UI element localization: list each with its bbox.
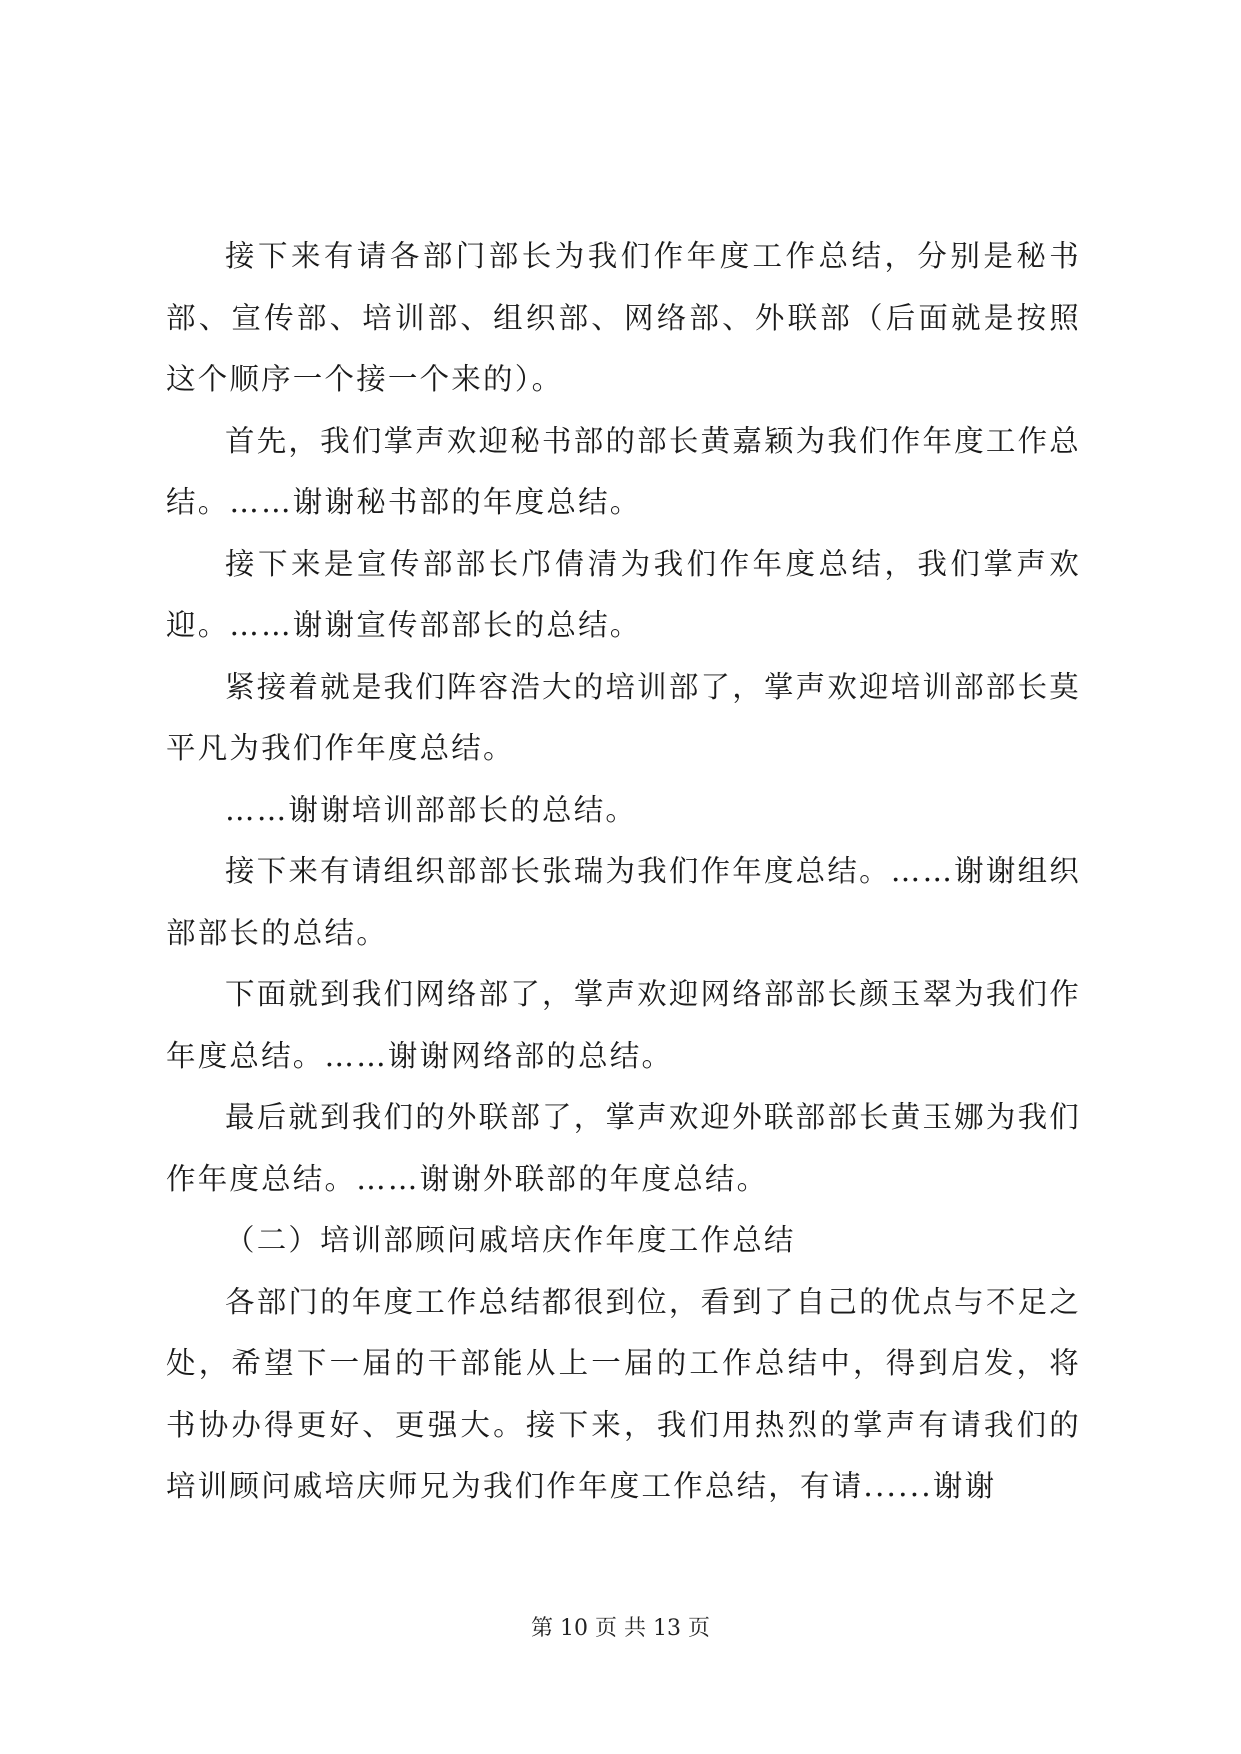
paragraph-secretariat: 首先，我们掌声欢迎秘书部的部长黄嘉颖为我们作年度工作总结。……谢谢秘书部的年度总结。 [166, 423, 1081, 519]
paragraph-publicity: 接下来是宣传部部长邝倩清为我们作年度总结，我们掌声欢迎。……谢谢宣传部部长的总结。 [166, 546, 1081, 642]
section-heading-advisor: （二）培训部顾问戚培庆作年度工作总结 [225, 1223, 796, 1257]
paragraph-external-relations: 最后就到我们的外联部了，掌声欢迎外联部部长黄玉娜为我们作年度总结。……谢谢外联部的年度总结。 [166, 1100, 1081, 1196]
paragraph-department-intro: 接下来有请各部门部长为我们作年度工作总结，分别是秘书部、宣传部、培训部、组织部、网络部、外联部（后面就是按照这个顺序一个接一个来的）。 [166, 239, 1081, 396]
page-number-footer: 第 10 页 共 13 页 [531, 1616, 710, 1641]
paragraph-organization: 接下来有请组织部部长张瑞为我们作年度总结。……谢谢组织部部长的总结。 [166, 854, 1081, 950]
paragraph-training: 紧接着就是我们阵容浩大的培训部了，掌声欢迎培训部部长莫平凡为我们作年度总结。 [166, 669, 1081, 765]
paragraph-network: 下面就到我们网络部了，掌声欢迎网络部部长颜玉翠为我们作年度总结。……谢谢网络部的总结。 [166, 977, 1081, 1073]
document-body [166, 226, 1081, 1518]
paragraph-training-thanks: ……谢谢培训部部长的总结。 [225, 792, 638, 827]
paragraph-advisor-intro: 各部门的年度工作总结都很到位，看到了自己的优点与不足之处，希望下一届的干部能从上一届的工作总结中，得到启发，将书协办得更好、更强大。接下来，我们用热烈的掌声有请我们的培训顾问戚培庆师兄为我们作年度工作总结，有请......谢谢 [166, 1284, 1081, 1503]
